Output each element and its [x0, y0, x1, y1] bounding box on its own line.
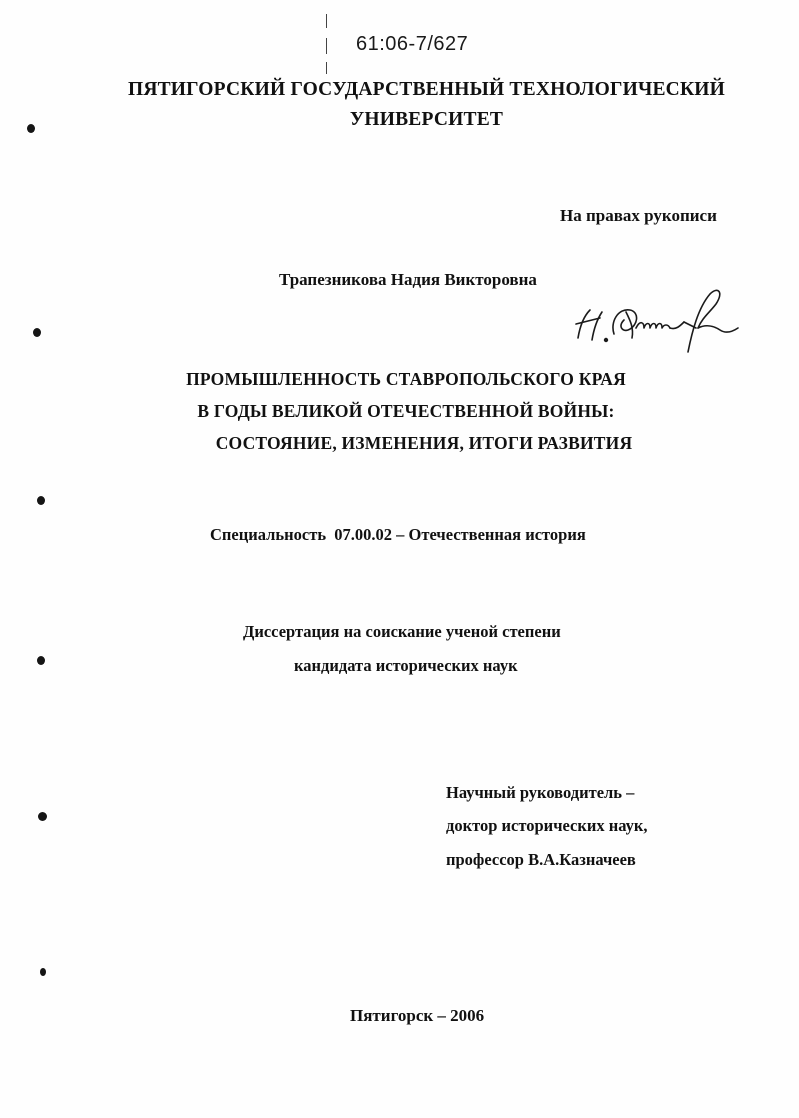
binding-line	[326, 38, 327, 54]
dissertation-title-line-2: В ГОДЫ ВЕЛИКОЙ ОТЕЧЕСТВЕННОЙ ВОЙНЫ:	[197, 401, 615, 421]
punch-hole-icon	[37, 656, 45, 665]
supervisor-line-2: доктор исторических наук,	[446, 816, 648, 835]
dissertation-title-line-1: ПРОМЫШЛЕННОСТЬ СТАВРОПОЛЬСКОГО КРАЯ	[186, 369, 626, 389]
city-year: Пятигорск – 2006	[350, 1006, 485, 1025]
supervisor-line-1: Научный руководитель –	[446, 783, 635, 802]
binding-line	[326, 62, 327, 74]
binding-line	[326, 14, 327, 28]
punch-hole-icon	[40, 968, 46, 976]
punch-hole-icon	[37, 496, 45, 505]
punch-hole-icon	[38, 812, 47, 821]
university-name-line-1: ПЯТИГОРСКИЙ ГОСУДАРСТВЕННЫЙ ТЕХНОЛОГИЧЕСКИЙ	[127, 79, 726, 100]
supervisor-line-3: профессор В.А.Казначеев	[446, 850, 636, 869]
degree-line-1: Диссертация на соискание ученой степени	[243, 622, 561, 641]
university-name-line-2: УНИВЕРСИТЕТ	[349, 109, 504, 130]
punch-hole-icon	[27, 124, 35, 133]
author-name: Трапезникова Надия Викторовна	[279, 270, 537, 289]
registry-number: 61:06-7/627	[356, 33, 469, 55]
handwritten-signature-icon	[570, 282, 750, 362]
manuscript-rights-note: На правах рукописи	[560, 206, 717, 225]
specialty-line: Специальность 07.00.02 – Отечественная история	[210, 525, 586, 544]
dissertation-title-line-3: СОСТОЯНИЕ, ИЗМЕНЕНИЯ, ИТОГИ РАЗВИТИЯ	[215, 433, 633, 453]
punch-hole-icon	[33, 328, 41, 337]
degree-line-2: кандидата исторических наук	[294, 656, 518, 675]
